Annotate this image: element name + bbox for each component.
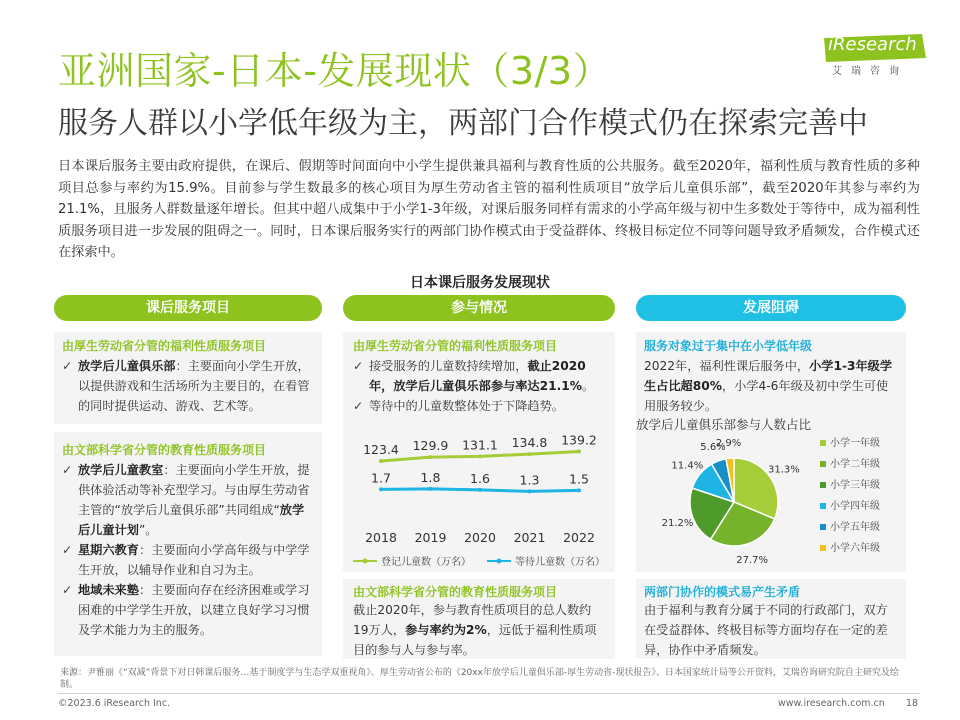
- obstacle-2-heading: 两部门协作的模式易产生矛盾: [644, 585, 801, 599]
- edu-item-desc: ：主要面向小学生开放，提供体验活动等补充型学习。与由厚生劳动省主管的“放学后儿童俱乐部”共同组成“: [78, 463, 310, 517]
- pill-participation: 参与情况: [343, 295, 615, 321]
- legend-entry: 等待儿童数（万名）: [515, 557, 605, 568]
- data-label: 123.4: [363, 441, 399, 457]
- x-tick-label: 2018: [365, 530, 397, 545]
- bullet-text: 接受服务的儿童数持续增加，: [369, 359, 528, 373]
- participation-heading: 由厚生劳动省分管的福利性质服务项目: [353, 339, 558, 353]
- slice-label: 2.9%: [715, 438, 742, 450]
- data-label: 1.8: [420, 469, 441, 485]
- obstacle-text-bold: 小学1-3年级学生占比超80%: [644, 359, 893, 393]
- line-point: [379, 487, 383, 491]
- obstacle-1-text: [644, 356, 898, 416]
- bullet-text: 等待中的儿童数整体处于下降趋势。: [369, 399, 564, 413]
- legend-entry: 小学二年级: [830, 459, 880, 470]
- edu-rate: 参与率约为2%: [405, 623, 487, 637]
- footer-divider: [58, 693, 920, 694]
- logo-chinese: 艾瑞咨询: [832, 66, 908, 77]
- edu-participation-heading: 由文部科学省分管的教育性质服务项目: [353, 585, 558, 599]
- legend-entry: 小学五年级: [830, 522, 880, 533]
- copyright: ©2023.6 iResearch Inc.: [58, 698, 171, 709]
- data-label: 1.6: [470, 470, 490, 486]
- data-label: 129.9: [412, 438, 449, 454]
- x-tick-label: 2019: [414, 530, 447, 545]
- pill-projects: 课后服务项目: [54, 295, 322, 321]
- panel-welfare-projects: [54, 332, 322, 424]
- welfare-item-name: 放学后儿童俱乐部: [78, 359, 176, 373]
- obstacle-2-text: 由于福利与教育分属于不同的行政部门，双方在受益群体、终极目标等方面均存在一定的差异，协作中矛盾频发。: [644, 603, 888, 657]
- data-label: 131.1: [462, 437, 498, 453]
- slice-label: 27.7%: [736, 555, 769, 566]
- logo-word: iResearch: [828, 34, 917, 55]
- legend-entry: 登记儿童数（万名）: [381, 557, 471, 568]
- edu-item-name: 星期六教育: [78, 543, 139, 557]
- bullet-bold: 截止2020年，放学后儿童俱乐部参与率达21.1%: [369, 359, 586, 393]
- line-point: [478, 488, 482, 492]
- x-tick-label: 2020: [464, 530, 496, 545]
- legend-entry: 小学一年级: [830, 438, 880, 449]
- obstacle-text-c: ，小学4-6年级及初中学生可使用服务较少。: [644, 379, 889, 413]
- x-tick-label: 2022: [563, 530, 595, 545]
- line-point: [478, 454, 482, 458]
- intro-paragraph: 日本课后服务主要由政府提供，在课后、假期等时间面向中小学生提供兼具福利与教育性质的公共服务。截至2020年，福利性质与教育性质的多种项目总参与率约为15.9%。目前参与学生数最多的核心项目为厚生劳动省主管的福利性质项目“放学后儿童俱乐部”，截至2020年其参与率约为21.1%，且服务人群数量逐年增长。但其中超八成集中于小学1-3年级，对课后服务同样有需求的小学高年级与初中生多数处于等待中，成为福利性质服务项目进一步发展的阻碍之一。同时，日本课后服务实行的两部门协作模式由于受益群体、终极目标定位不同等问题导致矛盾频发，合作模式还在探索中。: [58, 159, 920, 260]
- panel-obstacle-2: [636, 579, 906, 659]
- check-icon: ✓: [62, 583, 73, 597]
- data-label: 1.7: [371, 470, 391, 486]
- legend-swatch: [820, 545, 826, 551]
- legend-swatch: [820, 524, 826, 530]
- data-label: 1.3: [519, 472, 540, 488]
- edu-item-desc: ：主要面向小学高年级与中学学生开放，以辅导作业和自习为主。: [78, 543, 310, 577]
- legend-entry: 小学六年级: [830, 543, 880, 554]
- page-subtitle: 服务人群以小学低年级为主，两部门合作模式仍在探索完善中: [58, 106, 868, 141]
- check-icon: ✓: [353, 399, 364, 413]
- legend-swatch: [820, 503, 826, 509]
- page-number: 18: [906, 698, 919, 709]
- edu-participation-text: [353, 600, 605, 660]
- line-point: [577, 488, 581, 492]
- panel-edu-participation: [343, 579, 615, 659]
- edu-text-end: ，远低于福利性质项目的参与人与参与率。: [353, 623, 597, 657]
- slice-label: 31.3%: [768, 464, 800, 476]
- welfare-item-desc: ：主要面向小学生开放，以提供游戏和生活场所为主要目的，在看管的同时提供运动、游戏、艺术等。: [78, 359, 310, 413]
- section-title: 日本课后服务发展现状: [410, 275, 550, 291]
- source-note: 来源：尹雅丽《“双减”背景下对日韩课后服务…基于制度学与生态学双重视角》、厚生劳动省公布的《20xx年放学后儿童俱乐部-厚生劳动省-现状报告》、日本国家统计局等公开资料，艾瑞咨询研究院自主研究及绘制。: [60, 668, 899, 690]
- slice-label: 5.6%: [700, 441, 726, 453]
- line-point: [379, 459, 383, 463]
- edu-item-desc: ：主要面向存在经济困难或学习困难的中学学生开放，以建立良好学习习惯及学术能力为主的服务。: [78, 583, 310, 637]
- welfare-item: [62, 356, 314, 416]
- pie-title: 放学后儿童俱乐部参与人数占比: [636, 417, 812, 432]
- pill-obstacles: 发展阻碍: [636, 295, 906, 321]
- check-icon: ✓: [62, 463, 73, 477]
- slice-label: 21.2%: [661, 518, 694, 530]
- line-chart: [343, 420, 615, 572]
- edu-item-end: ”。: [138, 523, 158, 537]
- line-point: [528, 452, 532, 456]
- legend-marker: [497, 559, 502, 564]
- edu-item: [62, 540, 314, 580]
- iresearch-logo: [822, 32, 932, 88]
- legend-marker: [363, 559, 368, 564]
- panel-edu-projects: [54, 432, 322, 656]
- slice-label: 11.4%: [671, 460, 704, 472]
- page-title: 亚洲国家-日本-发展现状（3/3）: [58, 49, 612, 93]
- check-icon: ✓: [353, 359, 364, 373]
- legend-swatch: [820, 482, 826, 488]
- edu-item: [62, 580, 314, 640]
- edu-text: 截止2020年，参与教育性质项目的总人数约19万人，: [353, 603, 592, 637]
- x-tick-label: 2021: [513, 530, 546, 545]
- participation-bullet: [353, 396, 605, 416]
- edu-item-name: 放学后儿童教室: [78, 463, 164, 477]
- obstacle-text-a: 2022年，福利性课后服务中，: [644, 359, 810, 373]
- check-icon: ✓: [62, 359, 73, 373]
- website-link[interactable]: www.iresearch.com.cn: [778, 698, 885, 709]
- edu-item-plan: 放学后儿童计划: [78, 503, 305, 537]
- legend-entry: 小学三年级: [830, 480, 880, 491]
- data-label: 134.8: [511, 435, 548, 451]
- edu-item-name: 地域未来塾: [78, 583, 139, 597]
- legend-swatch: [820, 461, 826, 467]
- line-point: [577, 449, 581, 453]
- data-label: 1.5: [569, 471, 589, 487]
- bullet-end: 。: [581, 379, 595, 393]
- data-label: 139.2: [561, 432, 597, 448]
- edu-item: [62, 460, 314, 540]
- edu-projects-heading: 由文部科学省分管的教育性质服务项目: [62, 443, 267, 457]
- line-point: [429, 487, 433, 491]
- line-point: [429, 455, 433, 459]
- check-icon: ✓: [62, 543, 73, 557]
- obstacle-1-heading: 服务对象过于集中在小学低年级: [644, 339, 813, 353]
- legend-swatch: [820, 440, 826, 446]
- legend-entry: 小学四年级: [830, 501, 880, 512]
- line-point: [528, 489, 532, 493]
- participation-bullet: [353, 356, 605, 396]
- welfare-projects-heading: 由厚生劳动省分管的福利性质服务项目: [62, 339, 267, 353]
- pie-chart: [636, 416, 906, 566]
